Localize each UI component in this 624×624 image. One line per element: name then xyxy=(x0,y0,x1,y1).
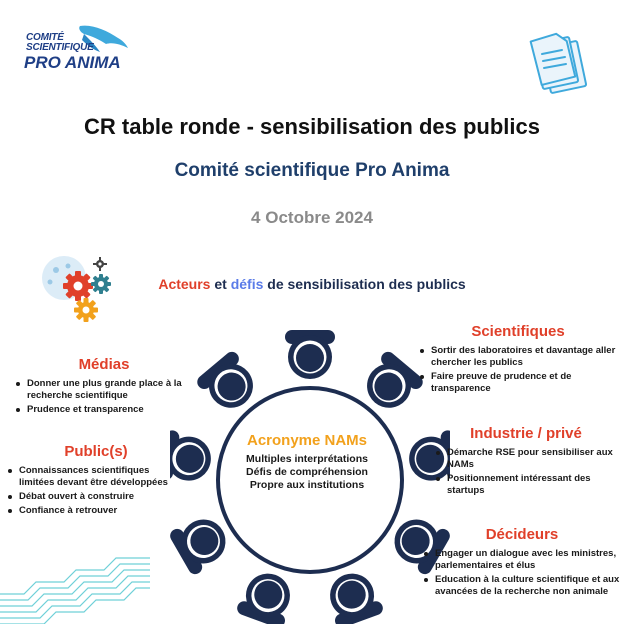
group-list xyxy=(424,548,620,598)
heading-rest: de sensibilisation des publics xyxy=(263,276,466,292)
list-item: Engager un dialogue avec les ministres, parlementaires et élus xyxy=(424,548,620,572)
page-date: 4 Octobre 2024 xyxy=(251,208,373,227)
heading-and: et xyxy=(210,276,231,292)
page-title: CR table ronde - sensibilisation des publics xyxy=(84,114,540,139)
list-item: Sortir des laboratoires et davantage aller chercher les publics xyxy=(420,345,616,369)
heading-acteurs: Acteurs xyxy=(158,276,211,292)
group-list xyxy=(420,345,616,395)
center-title: Acronyme NAMs xyxy=(246,432,368,449)
group-scientifiques xyxy=(420,323,616,397)
logo-line-2: SCIENTIFIQUE xyxy=(26,42,94,53)
group-publics xyxy=(8,443,184,519)
group-title: Scientifiques xyxy=(471,323,565,340)
center-line-2: Défis de compréhension xyxy=(246,466,368,478)
list-item: Faire preuve de prudence et de transparence xyxy=(420,371,616,395)
pro-anima-logo xyxy=(22,22,132,78)
list-item: Donner une plus grande place à la recherche scientifique xyxy=(16,378,192,402)
documents-icon xyxy=(524,30,594,96)
heading-defis: défis xyxy=(230,276,264,292)
center-line-3: Propre aux institutions xyxy=(249,479,365,491)
list-item: Education à la culture scientifique et aux avancées de la recherche non animale xyxy=(424,574,620,598)
list-item: Débat ouvert à construire xyxy=(8,491,184,503)
logo-line-1: COMITÉ xyxy=(26,32,64,43)
group-list xyxy=(436,447,616,497)
group-title: Public(s) xyxy=(64,443,128,460)
group-title: Décideurs xyxy=(485,526,559,543)
group-title: Industrie / privé xyxy=(470,425,582,442)
list-item: Démarche RSE pour sensibiliser aux NAMs xyxy=(436,447,616,471)
group-title: Médias xyxy=(78,356,130,373)
group-industrie xyxy=(436,425,616,499)
section-heading xyxy=(0,276,624,292)
group-list xyxy=(16,378,192,416)
group-medias xyxy=(16,356,192,418)
group-decideurs xyxy=(424,526,620,600)
list-item: Prudence et transparence xyxy=(16,404,192,416)
table-center xyxy=(222,432,392,492)
wave-lines-icon xyxy=(0,548,150,624)
center-line-1: Multiples interprétations xyxy=(246,453,368,465)
list-item: Positionnement intéressant des startups xyxy=(436,473,616,497)
logo-line-3: PRO ANIMA xyxy=(24,53,121,72)
page-subtitle: Comité scientifique Pro Anima xyxy=(174,160,450,181)
list-item: Confiance à retrouver xyxy=(8,505,184,517)
list-item: Connaissances scientifiques limitées devant être développées xyxy=(8,465,184,489)
group-list xyxy=(8,465,184,517)
